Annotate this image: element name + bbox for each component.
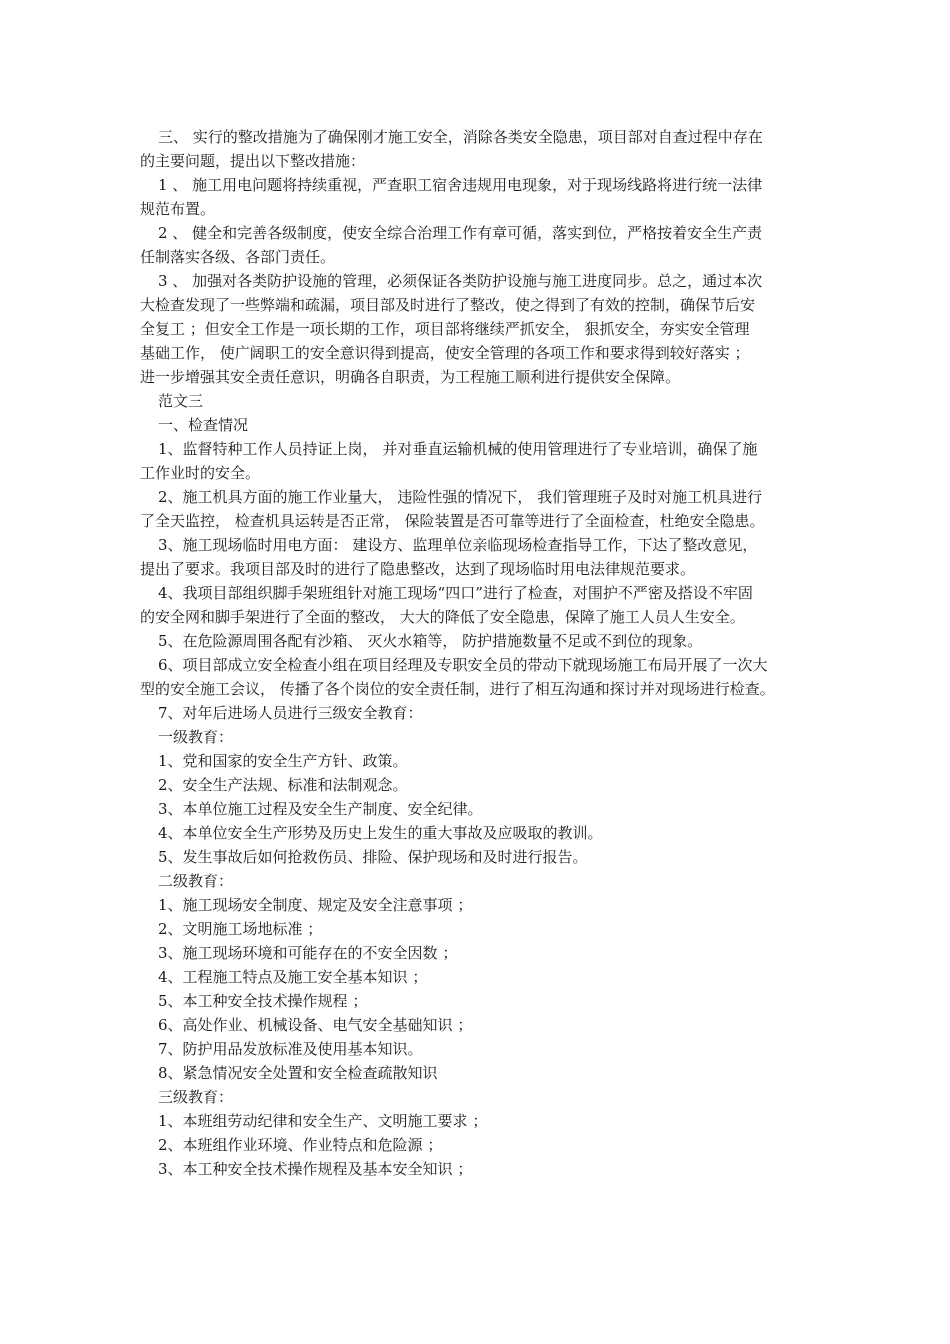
text-line: 进一步增强其安全责任意识，明确各自职责，为工程施工顺利进行提供安全保障。 bbox=[140, 368, 681, 386]
text-line: 的主要问题，提出以下整改措施： bbox=[140, 152, 366, 170]
text-line: 1、党和国家的安全生产方针、政策。 bbox=[158, 752, 408, 770]
text-line: 8、紧急情况安全处置和安全检查疏散知识 bbox=[158, 1064, 438, 1082]
text-line: 任制落实各级、各部门责任。 bbox=[140, 248, 336, 266]
text-line: 3、施工现场临时用电方面： 建设方、监理单位亲临现场检查指导工作，下达了整改意见， bbox=[158, 536, 758, 554]
text-line: 5、本工种安全技术操作规程 ； bbox=[158, 992, 368, 1010]
text-line: 提出了要求。我项目部及时的进行了隐患整改，达到了现场临时用电法律规范要求。 bbox=[140, 560, 696, 578]
text-line: 1、监督特种工作人员持证上岗， 并对垂直运输机械的使用管理进行了专业培训，确保了施 bbox=[158, 440, 758, 458]
text-line: 2、安全生产法规、标准和法制观念。 bbox=[158, 776, 408, 794]
text-line: 1、施工现场安全制度、规定及安全注意事项 ； bbox=[158, 896, 473, 914]
text-line: 7、防护用品发放标准及使用基本知识。 bbox=[158, 1040, 423, 1058]
text-line: 范文三 bbox=[158, 392, 204, 410]
text-line: 基础工作， 使广阔职工的安全意识得到提高，使安全管理的各项工作和要求得到较好落实 ； bbox=[140, 344, 750, 362]
text-line: 2、施工机具方面的施工作业量大， 违险性强的情况下， 我们管理班子及时对施工机具进行 bbox=[158, 488, 763, 506]
text-line: 一级教育： bbox=[158, 728, 234, 746]
text-line: 3、施工现场环境和可能存在的不安全因数 ； bbox=[158, 944, 458, 962]
text-line: 4、我项目部组织脚手架班组针对施工现场“四口”进行了检查，对围护不严密及搭设不牢固 bbox=[158, 584, 753, 602]
text-line: 二级教育： bbox=[158, 872, 234, 890]
text-line: 规范布置。 bbox=[140, 200, 216, 218]
text-line: 4、本单位安全生产形势及历史上发生的重大事故及应吸取的教训。 bbox=[158, 824, 603, 842]
text-line: 6、项目部成立安全检查小组在项目经理及专职安全员的带动下就现场施工布局开展了一次大 bbox=[158, 656, 768, 674]
text-line: 5、发生事故后如何抢救伤员、排险、保护现场和及时进行报告。 bbox=[158, 848, 588, 866]
text-line: 4、工程施工特点及施工安全基本知识 ； bbox=[158, 968, 428, 986]
text-line: 3、本工种安全技术操作规程及基本安全知识 ； bbox=[158, 1160, 473, 1178]
text-line: 三、 实行的整改措施为了确保刚才施工安全，消除各类安全隐患，项目部对自查过程中存在 bbox=[158, 128, 763, 146]
text-line: 2、本班组作业环境、作业特点和危险源 ； bbox=[158, 1136, 443, 1154]
text-line: 三级教育： bbox=[158, 1088, 234, 1106]
text-line: 一、检查情况 bbox=[158, 416, 249, 434]
text-line: 2、文明施工场地标准 ； bbox=[158, 920, 323, 938]
text-line: 的安全网和脚手架进行了全面的整改， 大大的降低了安全隐患，保障了施工人员人生安全。 bbox=[140, 608, 745, 626]
text-line: 全复工 ；但安全工作是一项长期的工作，项目部将继续严抓安全， 狠抓安全，夯实安全管理 bbox=[140, 320, 750, 338]
text-line: 2 、 健全和完善各级制度，使安全综合治理工作有章可循，落实到位，严格按着安全生产责 bbox=[158, 224, 763, 242]
text-line: 7、对年后进场人员进行三级安全教育： bbox=[158, 704, 423, 722]
text-line: 6、高处作业、机械设备、电气安全基础知识 ； bbox=[158, 1016, 473, 1034]
text-line: 型的安全施工会议， 传播了各个岗位的安全责任制，进行了相互沟通和探讨并对现场进行检查。 bbox=[140, 680, 775, 698]
text-line: 工作业时的安全。 bbox=[140, 464, 261, 482]
text-line: 1 、 施工用电问题将持续重视，严查职工宿舍违规用电现象，对于现场线路将进行统一法律 bbox=[158, 176, 763, 194]
text-line: 1、本班组劳动纪律和安全生产、文明施工要求 ； bbox=[158, 1112, 488, 1130]
text-line: 3、本单位施工过程及安全生产制度、安全纪律。 bbox=[158, 800, 483, 818]
text-line: 大检查发现了一些弊端和疏漏，项目部及时进行了整改，使之得到了有效的控制，确保节后安 bbox=[140, 296, 756, 314]
text-line: 5、在危险源周围各配有沙箱、 灭火水箱等， 防护措施数量不足或不到位的现象。 bbox=[158, 632, 703, 650]
text-line: 3 、 加强对各类防护设施的管理，必须保证各类防护设施与施工进度同步。总之，通过本次 bbox=[158, 272, 763, 290]
document-body bbox=[140, 125, 830, 1181]
text-line: 了全天监控， 检查机具运转是否正常， 保险装置是否可靠等进行了全面检查，杜绝安全隐患。 bbox=[140, 512, 765, 530]
